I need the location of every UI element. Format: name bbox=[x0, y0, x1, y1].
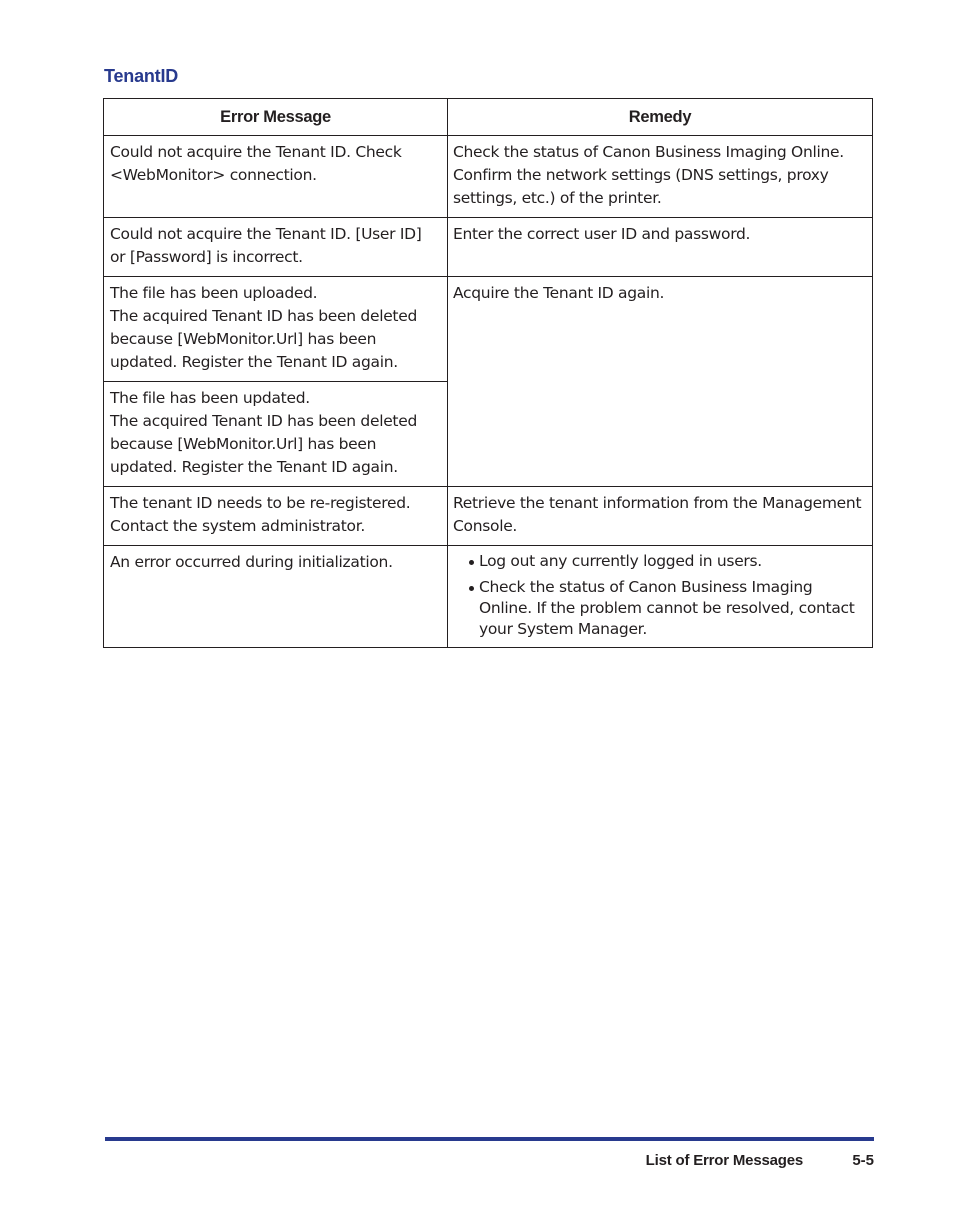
error-message-cell bbox=[104, 487, 448, 546]
table-row bbox=[104, 218, 873, 277]
text-line: An error occurred during initialization. bbox=[110, 553, 393, 571]
bullet-icon bbox=[469, 560, 474, 565]
text-line: Check the status of Canon Business Imaging Online. bbox=[453, 143, 844, 161]
text-line: Could not acquire the Tenant ID. Check bbox=[110, 143, 402, 161]
section-title: TenantID bbox=[104, 66, 179, 86]
text-line: Acquire the Tenant ID again. bbox=[453, 284, 665, 302]
text-line: or [Password] is incorrect. bbox=[110, 248, 303, 266]
error-message-cell bbox=[104, 218, 448, 277]
error-table bbox=[103, 98, 873, 648]
page-number: 5-5 bbox=[852, 1152, 874, 1169]
remedy-cell bbox=[448, 546, 873, 648]
text-line: Confirm the network settings (DNS settings, proxy bbox=[453, 166, 829, 184]
remedy-cell bbox=[448, 277, 873, 487]
error-message-cell bbox=[104, 136, 448, 218]
text-line: Console. bbox=[453, 517, 518, 535]
text-line: Enter the correct user ID and password. bbox=[453, 225, 751, 243]
error-message-cell bbox=[104, 382, 448, 487]
footer-section-title: List of Error Messages bbox=[645, 1152, 803, 1169]
text-line: your System Manager. bbox=[479, 620, 647, 638]
text-line: The acquired Tenant ID has been deleted bbox=[110, 412, 417, 430]
remedy-cell bbox=[448, 136, 873, 218]
text-line: Log out any currently logged in users. bbox=[479, 552, 762, 570]
bullet-item bbox=[453, 551, 867, 572]
table-header-row bbox=[104, 99, 873, 136]
text-line: settings, etc.) of the printer. bbox=[453, 189, 662, 207]
text-line: updated. Register the Tenant ID again. bbox=[110, 353, 398, 371]
text-line: Contact the system administrator. bbox=[110, 517, 365, 535]
table-row bbox=[104, 136, 873, 218]
bullet-icon bbox=[469, 586, 474, 591]
bullet-item bbox=[453, 577, 867, 640]
table-row bbox=[104, 487, 873, 546]
text-line: The file has been updated. bbox=[110, 389, 310, 407]
header-remedy: Remedy bbox=[448, 99, 873, 136]
remedy-cell bbox=[448, 218, 873, 277]
table-row bbox=[104, 546, 873, 648]
text-line: because [WebMonitor.Url] has been bbox=[110, 330, 377, 348]
text-line: Could not acquire the Tenant ID. [User ID] bbox=[110, 225, 422, 243]
text-line: Check the status of Canon Business Imaging bbox=[479, 578, 813, 596]
text-line: updated. Register the Tenant ID again. bbox=[110, 458, 398, 476]
table-row bbox=[104, 277, 873, 382]
error-message-cell bbox=[104, 277, 448, 382]
text-line: because [WebMonitor.Url] has been bbox=[110, 435, 377, 453]
error-message-cell bbox=[104, 546, 448, 648]
text-line: <WebMonitor> connection. bbox=[110, 166, 317, 184]
text-line: Online. If the problem cannot be resolved, contact bbox=[479, 599, 855, 617]
header-error-message: Error Message bbox=[104, 99, 448, 136]
text-line: The acquired Tenant ID has been deleted bbox=[110, 307, 417, 325]
remedy-bullet-list bbox=[453, 551, 867, 640]
text-line: Retrieve the tenant information from the Management bbox=[453, 494, 862, 512]
footer-rule bbox=[105, 1137, 874, 1141]
text-line: The file has been uploaded. bbox=[110, 284, 318, 302]
text-line: The tenant ID needs to be re-registered. bbox=[110, 494, 411, 512]
remedy-cell bbox=[448, 487, 873, 546]
